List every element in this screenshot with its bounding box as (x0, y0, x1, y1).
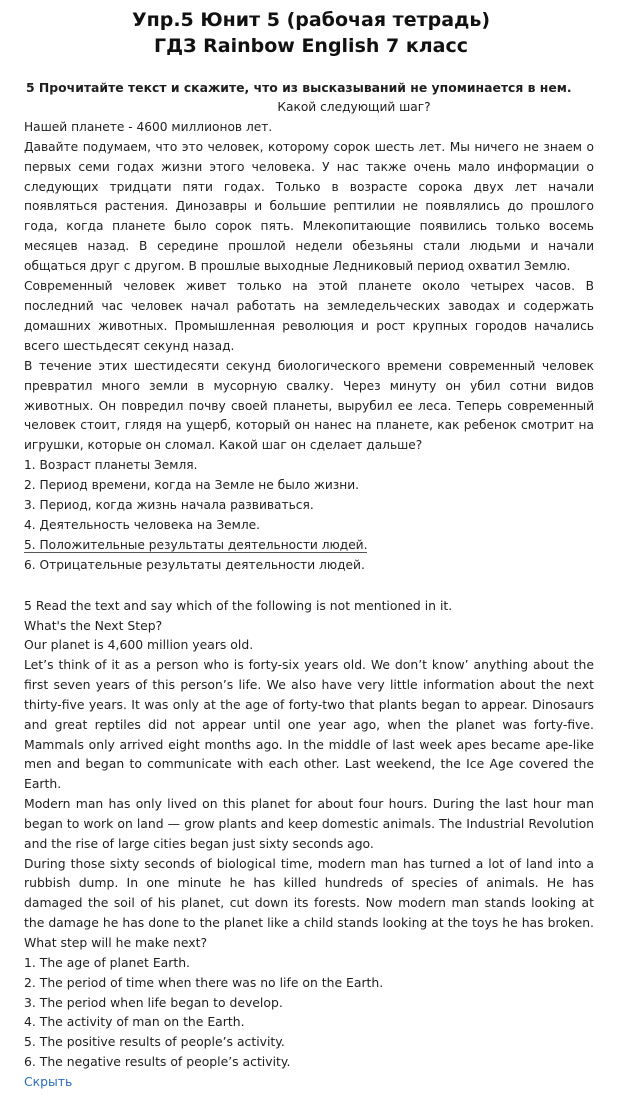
en-paragraph-4: During those sixty seconds of biological time, modern man has turned a lot of land into a rubbish dump. In one minute he has killed hundreds of species of animals. He has damaged the soil of his planet, cut down its forests. Now modern man stands looking at the damage he has done to the planet like a child stands looking at the toys he has broken. What step will he make next? (24, 855, 594, 950)
section-spacer (24, 576, 594, 596)
ru-paragraph-1: Нашей планете - 4600 миллионов лет. (24, 119, 273, 134)
en-task-heading: 5 Read the text and say which of the following is not mentioned in it. (24, 597, 453, 613)
ru-statement-list (24, 456, 594, 575)
en-text-title: What's the Next Step? (24, 617, 163, 633)
en-statement-item: 3. The period when life began to develop. (24, 994, 283, 1010)
ru-paragraph-4: В течение этих шестидесяти секунд биологического времени современный человек превратил много земли в мусорную свалку. Через минуту он убил сотни видов животных. Он повредил почву своей планеты, вырубил ее леса. Теперь современный человек стоит, глядя на ущерб, который он нанес на планете, как ребенок смотрит на игрушки, которые он сломал. Какой шаг он сделает дальше? (24, 358, 594, 453)
ru-statement-answer: 5. Положительные результаты деятельности людей. (24, 537, 368, 552)
ru-statement-item: 6. Отрицательные результаты деятельности людей. (24, 557, 365, 572)
en-paragraph-1: Our planet is 4,600 million years old. (24, 637, 254, 653)
ru-statement-item: 1. Возраст планеты Земля. (24, 458, 198, 473)
russian-translation (24, 78, 594, 576)
ru-statement-item: 3. Период, когда жизнь начала развиваться. (24, 498, 314, 513)
en-statement-item: 1. The age of planet Earth. (24, 954, 190, 970)
english-original (24, 596, 594, 1092)
ru-statement-item: 4. Деятельность человека на Земле. (24, 517, 261, 532)
content-area (24, 78, 594, 1092)
hide-link[interactable]: Скрыть (24, 1073, 73, 1089)
page-title-line-2: ГДЗ Rainbow English 7 класс (153, 35, 469, 57)
en-statement-item: 2. The period of time when there was no life on the Earth. (24, 974, 384, 990)
en-statement-list (24, 953, 594, 1072)
en-paragraph-3: Modern man has only lived on this planet for about four hours. During the last hour man began to work on land — grow plants and keep domestic animals. The Industrial Revolution and the rise of large cities began just sixty seconds ago. (24, 796, 594, 851)
en-statement-item: 5. The positive results of people’s activity. (24, 1034, 285, 1050)
en-statement-item: 4. The activity of man on the Earth. (24, 1014, 245, 1030)
ru-paragraph-3: Современный человек живет только на этой планете около четырех часов. В последний час человек начал работать на земледельческих заводах и содержать домашних животных. Промышленная революция и рост крупных городов начались всего шестьдесят секунд назад. (24, 279, 594, 353)
ru-paragraph-2: Давайте подумаем, что это человек, которому сорок шесть лет. Мы ничего не знаем о первых семи годах жизни этого человека. У нас также очень мало информации о следующих тридцати пяти годах. Только в возрасте сорока двух лет начали появляться растения. Динозавры и большие рептилии не появлялись до прошлого года, когда планете было сорок пять. Млекопитающие появились только восемь месяцев назад. В середине прошлой недели обезьяны стали людьми и начали общаться друг с другом. В прошлые выходные Ледниковый период охватил Землю. (24, 139, 594, 274)
en-paragraph-2: Let’s think of it as a person who is forty-six years old. We don’t know’ anything about the first seven years of this person’s life. We also have very little information about the next thirty-five years. It was only at the age of forty-two that plants began to appear. Dinosaurs and great reptiles did not appear until one year ago, when the planet was forty-five. Mammals only arrived eight months ago. In the middle of last week apes became ape-like men and began to communicate with each other. Last weekend, the Ice Age covered the Earth. (24, 657, 594, 792)
ru-task-heading: 5 Прочитайте текст и скажите, что из высказываний не упоминается в нем. (26, 80, 572, 95)
page-title-line-1: Упр.5 Юнит 5 (рабочая тетрадь) (131, 9, 491, 31)
ru-text-title: Какой следующий шаг? (277, 99, 431, 114)
ru-statement-item (24, 536, 594, 556)
en-statement-item: 6. The negative results of people’s activity. (24, 1054, 291, 1070)
ru-statement-item: 2. Период времени, когда на Земле не было жизни. (24, 478, 360, 493)
page-title (0, 0, 622, 59)
